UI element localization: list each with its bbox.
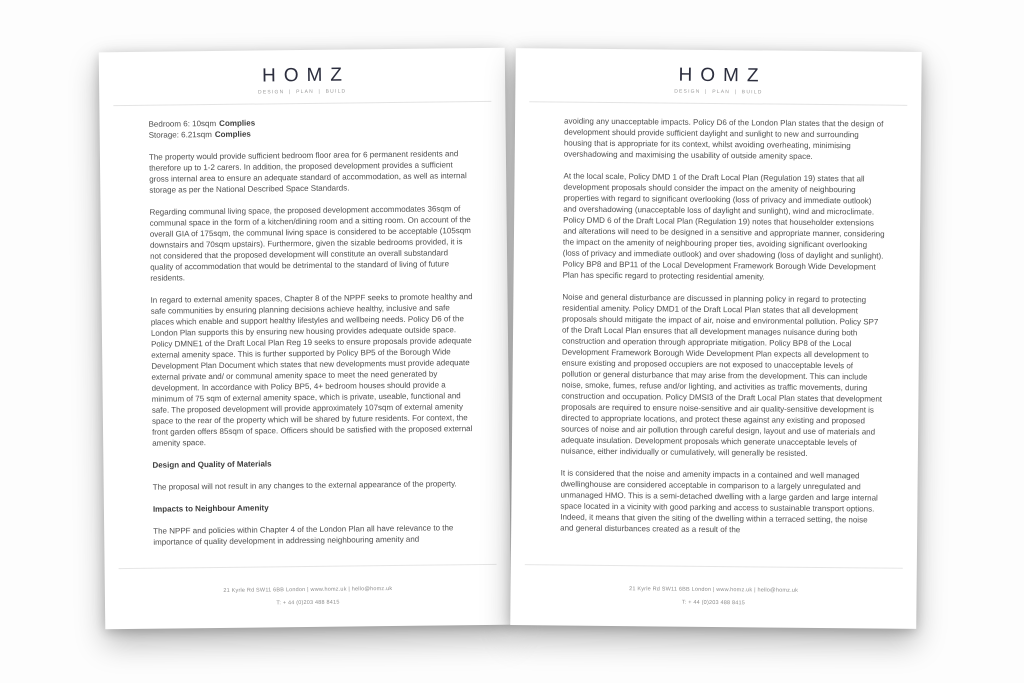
paragraph-communal-living-space: Regarding communal living space, the proposed development accommodates 36sqm of communal space in the form of a kitchen/dining room and a sitting room. On account of the overall GIA of 175sqm, the communal living space is considered to be acceptable (105sqm downstairs and 70sqm upstairs). Furthermore, given the sizable bedrooms provided, it is not considered that the proposed development will constitute an overall substandard quality of accommodation that would be detrimental to the standard of living of future residents. bbox=[149, 204, 471, 283]
compliance-block bbox=[148, 115, 470, 141]
paragraph-daylight-sunlight: avoiding any unacceptable impacts. Policy D6 of the London Plan states that the design of development should provide sufficient daylight and sunlight to new and surrounding housing that is appropriate for its context, whilst avoiding overheating, minimising overshadowing and maximising the usability of outside amenity space. bbox=[563, 116, 884, 161]
compliance-label: Bedroom 6: 10sqm bbox=[148, 118, 217, 129]
compliance-status: Complies bbox=[219, 118, 256, 128]
paragraph-local-scale-policies: At the local scale, Policy DMD 1 of the Draft Local Plan (Regulation 19) states that all development proposals should consider the impact on the amenity of neighbouring properties with regard to significant overlooking (loss of privacy and immediate outlook) and overshadowing (unacceptable loss of daylight and sunlight), wind and microclimate. Policy DMD 6 of the Draft Local Plan (Regulation 19) notes that householder extensions and alterations will need to be designed in a sensitive and appropriate manner, considering the impact on the amenity of neighbouring proper ties, avoiding significant overlooking (loss of privacy and immediate outlook) and over shadowing (loss of daylight and sunlight). Policy BP8 and BP11 of the Local Development Framework Borough Wide Development Plan has specific regard to protecting residential amenity. bbox=[562, 171, 885, 282]
page-left bbox=[99, 48, 512, 630]
section-heading-neighbour-amenity: Impacts to Neighbour Amenity bbox=[152, 503, 269, 514]
paragraph-noise-disturbance: Noise and general disturbance are discussed in planning policy in regard to protecting residential amenity. Policy DMD1 of the Draft Local Plan states that all development proposals should mitigate the impact of air, noise and environmental pollution. Policy SP7 of the Draft Local Plan ensures that all development manages nuisance during both construction and operation through appropriate mitigation. Policy BP8 of the Local Development Framework Borough Wide Development Plan expects all development to ensure existing and proposed occupiers are not exposed to unacceptable levels of pollution or general disturbance that may arise from the development. This can include noise, smoke, fumes, refuse and/or lighting, and activities as traffic movements, during construction and occupation. Policy DMSI3 of the Draft Local Plan states that development proposals are required to ensure noise-sensitive and air quality-sensitive development is directed to appropriate locations, and protect these against any existing and proposed sources of noise and air pollution through careful design, layout and use of materials and adequate insulation. Development proposals which generate unacceptable levels of nuisance, either individually or cumulatively, will generally be resisted. bbox=[560, 292, 883, 458]
page-header-left bbox=[99, 48, 505, 98]
footer-address: 21 Kyrle Rd SW11 6BB London | www.homz.uk | hello@homz.uk bbox=[223, 586, 393, 594]
compliance-label: Storage: 6.21sqm bbox=[148, 130, 212, 140]
paragraph-bedroom-floor-area: The property would provide sufficient bedroom floor area for 6 permanent residents and therefore up to 1-2 carers. In addition, the proposed development provides a sufficient gross internal area to ensure an adequate standard of accommodation, as well as internal storage as per the National Described Space Standards. bbox=[148, 149, 467, 195]
paragraph-nppf-chapter4: The NPPF and policies within Chapter 4 of the London Plan all have relevance to the importance of quality development in addressing neighbouring amenity and bbox=[153, 523, 454, 547]
paragraph-no-external-changes: The proposal will not result in any changes to the external appearance of the property. bbox=[152, 479, 457, 492]
header-divider bbox=[113, 101, 491, 106]
paragraph-noise-amenity-conclusion: It is considered that the noise and amenity impacts in a contained and well managed dwellinghouse are considered acceptable in comparison to a largely unregulated and unmanaged HMO. This is a semi-detached dwelling with a large garden and large internal space located in a vicinity with good parking and access to sustainable transport options. Indeed, it means that given the siting of the dwelling within a terraced setting, the noise and general disturbances created as a result of the bbox=[560, 468, 878, 535]
compliance-line-storage bbox=[149, 126, 471, 141]
page-body-left bbox=[148, 115, 475, 548]
page-footer-right bbox=[524, 564, 902, 612]
footer-phone: T: + 44 (0)203 488 8415 bbox=[276, 599, 340, 607]
footer-divider bbox=[525, 564, 903, 569]
footer-address: 21 Kyrle Rd SW11 6BB London | www.homz.uk | hello@homz.uk bbox=[629, 586, 799, 594]
page-header-right bbox=[515, 48, 921, 97]
logo-tagline: DESIGN | PLAN | BUILD bbox=[674, 88, 763, 96]
logo-tagline: DESIGN | PLAN | BUILD bbox=[258, 88, 347, 96]
homz-logo: HOMZ bbox=[261, 64, 351, 87]
page-body-right bbox=[560, 116, 886, 537]
section-heading-design-quality: Design and Quality of Materials bbox=[152, 459, 272, 470]
header-divider bbox=[529, 101, 907, 106]
footer-phone: T: + 44 (0)203 488 8415 bbox=[681, 599, 746, 607]
compliance-status: Complies bbox=[214, 129, 251, 140]
page-footer-left bbox=[119, 564, 497, 612]
footer-divider bbox=[119, 564, 497, 569]
homz-logo: HOMZ bbox=[678, 64, 767, 87]
paragraph-external-amenity: In regard to external amenity spaces, Chapter 8 of the NPPF seeks to promote healthy and safe communities by ensuring planning decisions achieve healthy, inclusive and safe places which enable and support healthy lifestyles and wellbeing needs. Policy D6 of the London Plan supports this by ensuring new housing provides adequate outside space. Policy DMNE1 of the Draft Local Plan Reg 19 seeks to ensure proposals provide adequate external amenity space. This is further supported by Policy BP5 of the Borough Wide Development Plan Document which states that new developments must provide adequate external private and/ or communal amenity space to meet the need generated by development. In accordance with Policy BP5, 4+ bedroom houses should provide a minimum of 75 sqm of external amenity space, which is private, useable, functional and safe. The proposed development will provide approximately 107sqm of external amenity space to the rear of the property which will be shared by future residents. For context, the front garden offers 85sqm of space. Officers should be satisfied with the proposed external amenity space. bbox=[150, 292, 473, 448]
page-spread bbox=[102, 50, 919, 627]
page-right bbox=[510, 48, 922, 629]
